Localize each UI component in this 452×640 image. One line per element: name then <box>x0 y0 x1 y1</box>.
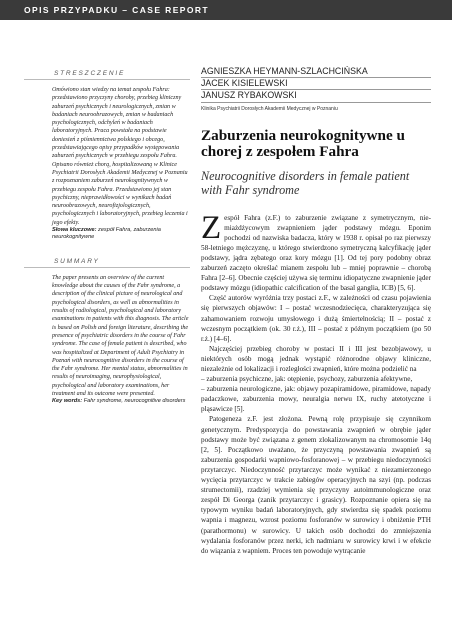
article-column <box>201 66 431 556</box>
streszczenie-text-block <box>24 86 190 242</box>
section-header-bar <box>0 0 452 20</box>
drop-cap: Z <box>201 209 222 246</box>
summary-text-block <box>24 274 190 406</box>
keywords-label-en: Key words: <box>52 398 83 405</box>
divider <box>24 79 190 80</box>
author-list <box>201 66 431 103</box>
article-body <box>201 209 431 556</box>
divider <box>24 267 190 268</box>
body-paragraph-text: espół Fahra (z.F.) to zaburzenie związane z symetrycznym, nie-miażdżycowym zwapnieniem jąder podstawy mózgu. Eponim pochodzi od nazwiska badacza, który w 1938 r. opisał po raz pierwszy 58-letniego mężczyznę, u którego stwierdzono symetryczną kalcyfikację jąder podstawy, jądra zębatego oraz kory mózgu [1]. Od tej pory podobny obraz zaburzeń zaczęto określać mianem zespołu lub – mniej poprawnie – chorobą Fahra [2–6]. Obecnie częściej używa się terminu idiopatyczne zwapnienie jąder podstawy mózgu (idiopathic calcification of the basal ganglia, ICB) [5, 6]. <box>201 213 431 293</box>
body-paragraph: Patogeneza z.F. jest złożona. Pewną rolę przypisuje się czynnikom genetycznym. Predyspozycja do powstawania zwapnień w obrębie jąder podstawy może być związana z genem zlokalizowanym na chromosomie 14q [2, 5]. Początkowo uważano, że przyczyną powstawania zwapnień są zaburzenia gospodarki wapniowo-fosforanowej – w przebiegu niedoczynności przytarczyc. Niedoczynność przytarczyc może wynikać z niezamierzonego wycięcia przytarczyc w trakcie zabiegów operacyjnych na szyi (np. podczas strumectomii), rzadziej wymienia się przyczyny autoimmunologiczne oraz zespół Di Georga (zanik przytarczyc i grasicy). Rozpoznanie opiera się na typowym wyniku badań laboratoryjnych, gdy stwierdza się spadek poziomu wapnia i magnezu, wzrost poziomu fosforanów w surowicy i obniżenie PTH (parathormonu) w surowicy. U takich osób dochodzi do zmniejszenia wydalania fosforanów przez nerki, ich nadmiaru w surowicy krwi i w efekcie do wiązania z wapniem. Proces ten powoduje wytrącanie <box>201 415 431 555</box>
streszczenie-heading: STRESZCZENIE <box>54 70 126 77</box>
keywords-pl: zespół Fahra, zaburzenia neurokognitywne <box>52 227 161 241</box>
body-list-item: – zaburzenia neurologiczne, jak: objawy pozapiramidowe, piramidowe, napady padaczkowe, zaburzenia mowy, neuralgia nerwu IX, ruchy atetotyczne i pląsawicze [5]. <box>201 385 431 414</box>
article-title-en: Neurocognitive disorders in female patient with Fahr syndrome <box>201 168 410 197</box>
body-paragraph: Część autorów wyróżnia trzy postaci z.F., w zależności od czasu pojawienia się pierwszych objawów: I – postać wczesnodziecięca, charakteryzująca się zahamowaniem rozwoju umysłowego i dużą śmiertelnością; II – postać z wczesnym początkiem (ok. 30 r.ż.), III – postać z późnym początkiem (po 50 r.ż.) [4–6]. <box>201 294 431 343</box>
keywords-en: Fahr syndrome, neurocognitive disorders <box>83 398 186 405</box>
author-name: JACEK KISIELEWSKI <box>201 78 431 90</box>
author-name: AGNIESZKA HEYMANN-SZLACHCIŃSKA <box>201 66 431 78</box>
summary-text: The paper presents an overview of the current knowledge about the causes of the Fahr syndrome, a description of the clinical picture of neurological and psychological disorders, as well as abnormalities in results of radiological, psychological and laboratory examinations in patients with this diagnosis. The article is based on Polish and foreign literature, describing the presence of psychiatric disorders in the course of Fahr syndrome. The case of female patient is described, who was hospitalized at Department of Adult Psychiatry in Poznań with neurocognitive disorders in the course of the Fahr syndrome. Her mental status, abnormalities in results of neuroimaging, neurophysiological, psychological and laboratory examinations, her treatment and its outcome were presented. <box>52 274 189 398</box>
author-name: JANUSZ RYBAKOWSKI <box>201 90 431 102</box>
abstract-column <box>24 70 190 406</box>
section-header-label: OPIS PRZYPADKU – CASE REPORT <box>24 5 209 15</box>
summary-keywords <box>52 398 190 405</box>
streszczenie-keywords <box>52 227 190 242</box>
article-title-pl: Zaburzenia neurokognitywne u chorej z zespołem Fahra <box>201 126 405 161</box>
streszczenie-text: Omówiono stan wiedzy na temat zespołu Fahra: przedstawiono przyczyny choroby, przebieg kliniczny zaburzeń psychicznych i neurologicznych, zmian w badaniach neuroobrazowych, zmian w badaniach psychologicznych, odchyleń w badaniach laboratoryjnych. Praca powstała na podstawie doniesień z piśmiennictwa polskiego i obcego, przedstawiającego opisy przypadków występowania zaburzeń psychicznych w przebiegu zespołu Fahra. Opisano również chorą, hospitalizowaną w Klinice Psychiatrii Dorosłych Akademii Medycznej w Poznaniu z rozpoznaniem zaburzeń neurokognitywnych w przebiegu zespołu Fahra. Przedstawiono jej stan psychiczny, nieprawidłowości w wynikach badań neuroobrazowych, neurofizjologicznych, psychologicznych i laboratoryjnych, przebieg leczenia i jego efekty. <box>52 87 188 226</box>
body-paragraph: Najczęściej przebieg choroby w postaci II i III jest bezobjawowy, u niektórych osób mogą jednak wystąpić różnorodne objawy kliniczne, niezależnie od lokalizacji i rozległości zwapnień, które można podzielić na <box>201 344 431 374</box>
body-list-item: – zaburzenia psychiczne, jak: otępienie, psychozy, zaburzenia afektywne, <box>201 375 413 384</box>
summary-heading: SUMMARY <box>54 257 100 265</box>
body-paragraph <box>201 209 431 294</box>
affiliation: Klinika Psychiatrii Dorosłych Akademii Medycznej w Poznaniu <box>201 105 338 112</box>
keywords-label-pl: Słowa kluczowe: <box>52 227 97 234</box>
